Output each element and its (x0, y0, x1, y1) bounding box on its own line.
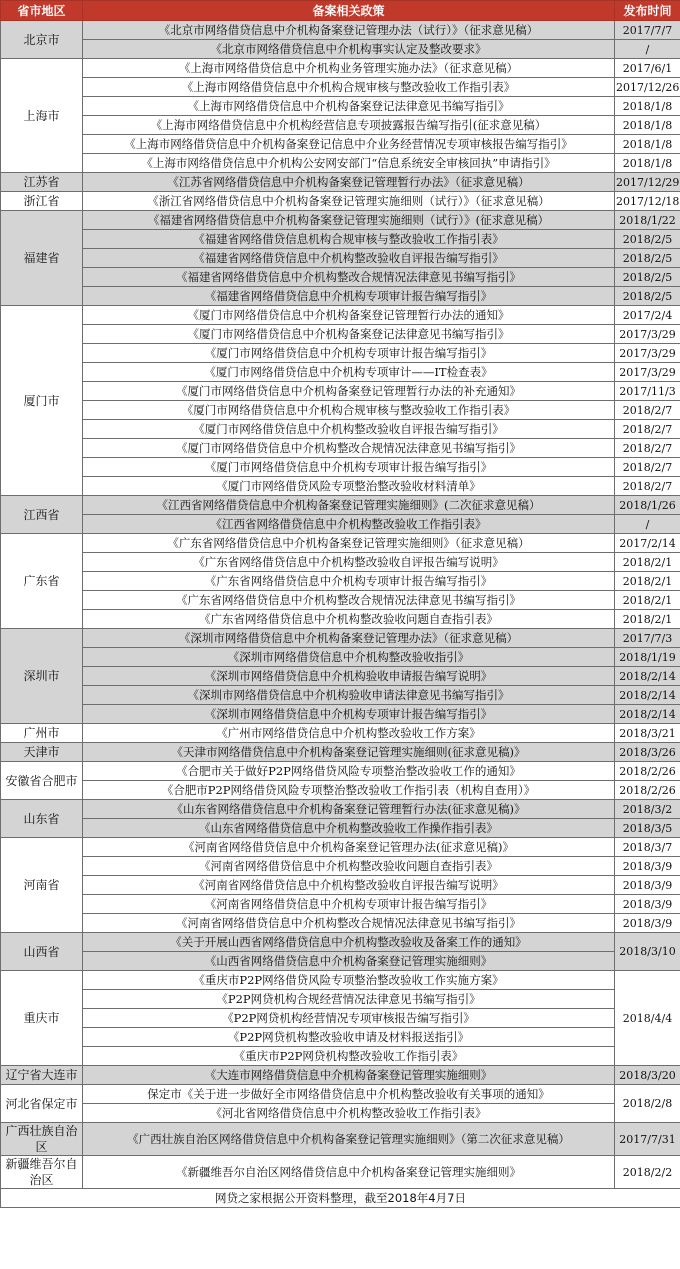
region-group (1, 1123, 680, 1156)
date-cell: 2018/2/1 (615, 553, 680, 572)
policy-cell: 《P2P网贷机构经营情况专项审核报告编写指引》 (83, 1009, 615, 1028)
policy-cell: 《北京市网络借贷信息中介机构备案登记管理办法（试行）》（征求意见稿） (83, 21, 615, 40)
region-cell: 广东省 (1, 534, 83, 629)
region-cell: 山东省 (1, 800, 83, 838)
table-row (1, 401, 680, 420)
source-note: 网贷之家根据公开资料整理，截至2018年4月7日 (1, 1189, 680, 1208)
table-row (1, 363, 680, 382)
policy-cell: 《厦门市网络借贷信息中介机构整改验收自评报告编写指引》 (83, 420, 615, 439)
region-group (1, 1156, 680, 1189)
policy-cell: 《浙江省网络借贷信息中介机构备案登记管理实施细则（试行）》（征求意见稿） (83, 192, 615, 211)
region-group (1, 211, 680, 306)
date-cell: 2017/12/26 (615, 78, 680, 97)
date-cell: 2018/3/7 (615, 838, 680, 857)
table-row (1, 21, 680, 40)
date-cell: / (615, 40, 680, 59)
region-group (1, 59, 680, 173)
policy-cell: 《深圳市网络借贷信息中介机构验收申请法律意见书编写指引》 (83, 686, 615, 705)
policy-cell: 《上海市网络借贷信息中介机构备案登记信息中介业务经营情况专项审核报告编写指引》 (83, 135, 615, 154)
date-cell: 2018/4/4 (615, 971, 680, 1066)
header-row (1, 1, 680, 21)
date-cell: 2018/1/8 (615, 116, 680, 135)
date-cell: 2017/3/29 (615, 363, 680, 382)
table-row (1, 971, 680, 990)
date-cell: 2018/2/26 (615, 781, 680, 800)
date-cell: 2017/3/29 (615, 344, 680, 363)
table-row (1, 249, 680, 268)
table-row (1, 1156, 680, 1189)
table-row (1, 154, 680, 173)
table-row (1, 800, 680, 819)
table-row (1, 914, 680, 933)
date-cell: 2018/1/22 (615, 211, 680, 230)
date-cell: 2018/1/8 (615, 135, 680, 154)
date-cell: 2018/1/8 (615, 97, 680, 116)
date-cell: 2018/3/26 (615, 743, 680, 762)
header-date: 发布时间 (615, 1, 680, 21)
region-group (1, 724, 680, 743)
table-row (1, 705, 680, 724)
region-cell: 深圳市 (1, 629, 83, 724)
region-cell: 江苏省 (1, 173, 83, 192)
date-cell: 2018/3/9 (615, 914, 680, 933)
policy-cell: 《福建省网络借贷信息中介机构整改验收自评报告编写指引》 (83, 249, 615, 268)
policy-cell: 保定市《关于进一步做好全市网络借贷信息中介机构整改验收有关事项的通知》 (83, 1085, 615, 1104)
region-group (1, 762, 680, 800)
date-cell: 2018/2/2 (615, 1156, 680, 1189)
table-row (1, 895, 680, 914)
region-cell: 新疆维吾尔自治区 (1, 1156, 83, 1189)
table-row (1, 173, 680, 192)
table-row (1, 876, 680, 895)
policy-cell: 《上海市网络借贷信息中介机构经营信息专项披露报告编写指引(征求意见稿） (83, 116, 615, 135)
policy-cell: 《深圳市网络借贷信息中介机构整改验收指引》 (83, 648, 615, 667)
policy-cell: 《福建省网络借贷信息中介机构专项审计报告编写指引》 (83, 287, 615, 306)
date-cell: 2018/3/10 (615, 933, 680, 971)
policy-cell: 《P2P网贷机构合规经营情况法律意见书编写指引》 (83, 990, 615, 1009)
date-cell: 2017/12/29 (615, 173, 680, 192)
date-cell: / (615, 515, 680, 534)
table-row (1, 287, 680, 306)
table-row (1, 192, 680, 211)
date-cell: 2018/1/19 (615, 648, 680, 667)
policy-cell: 《厦门市网络借贷信息中介机构专项审计报告编写指引》 (83, 458, 615, 477)
table-row (1, 724, 680, 743)
date-cell: 2018/2/5 (615, 230, 680, 249)
date-cell: 2018/2/7 (615, 458, 680, 477)
policy-cell: 《河北省网络借贷信息中介机构整改验收工作指引表》 (83, 1104, 615, 1123)
region-group (1, 306, 680, 496)
policy-cell: 《厦门市网络借贷信息中介机构备案登记管理暂行办法的补充通知》 (83, 382, 615, 401)
table-row (1, 819, 680, 838)
table-row (1, 496, 680, 515)
policy-cell: 《广东省网络借贷信息中介机构专项审计报告编写指引》 (83, 572, 615, 591)
region-group (1, 629, 680, 724)
policy-cell: 《厦门市网络借贷信息中介机构合规审核与整改验收工作指引表》 (83, 401, 615, 420)
date-cell: 2018/3/2 (615, 800, 680, 819)
region-cell: 厦门市 (1, 306, 83, 496)
table-row (1, 648, 680, 667)
policy-cell: 《江苏省网络借贷信息中介机构备案登记管理暂行办法》（征求意见稿） (83, 173, 615, 192)
table-row (1, 344, 680, 363)
date-cell: 2017/12/18 (615, 192, 680, 211)
policy-cell: 《天津市网络借贷信息中介机构备案登记管理实施细则(征求意见稿)》 (83, 743, 615, 762)
table-row (1, 629, 680, 648)
table-row (1, 933, 680, 952)
region-cell: 安徽省合肥市 (1, 762, 83, 800)
date-cell: 2017/2/4 (615, 306, 680, 325)
policy-cell: 《合肥市P2P网络借贷风险专项整治整改验收工作指引表（机构自查用）》 (83, 781, 615, 800)
table-row (1, 534, 680, 553)
policy-cell: 《福建省网络借贷信息中介机构整改合规情况法律意见书编写指引》 (83, 268, 615, 287)
date-cell: 2018/2/14 (615, 667, 680, 686)
table-row (1, 610, 680, 629)
region-cell: 福建省 (1, 211, 83, 306)
policy-cell: 《山东省网络借贷信息中介机构整改验收工作操作指引表》 (83, 819, 615, 838)
policy-cell: 《重庆市P2P网贷机构整改验收工作指引表》 (83, 1047, 615, 1066)
date-cell: 2017/7/7 (615, 21, 680, 40)
policy-cell: 《河南省网络借贷信息中介机构整改合规情况法律意见书编写指引》 (83, 914, 615, 933)
policy-cell: 《上海市网络借贷信息中介机构备案登记法律意见书编写指引》 (83, 97, 615, 116)
policy-cell: 《深圳市网络借贷信息中介机构备案登记管理办法》（征求意见稿） (83, 629, 615, 648)
header-policy: 备案相关政策 (83, 1, 615, 21)
policy-cell: 《P2P网贷机构整改验收申请及材料报送指引》 (83, 1028, 615, 1047)
table-row (1, 420, 680, 439)
date-cell: 2018/2/5 (615, 249, 680, 268)
date-cell: 2018/2/5 (615, 287, 680, 306)
region-cell: 广西壮族自治区 (1, 1123, 83, 1156)
table-row (1, 781, 680, 800)
date-cell: 2018/3/9 (615, 857, 680, 876)
date-cell: 2017/3/29 (615, 325, 680, 344)
table-row (1, 306, 680, 325)
date-cell: 2018/2/14 (615, 686, 680, 705)
table-row (1, 211, 680, 230)
table-row (1, 458, 680, 477)
policy-cell: 《深圳市网络借贷信息中介机构专项审计报告编写指引》 (83, 705, 615, 724)
table-row (1, 572, 680, 591)
region-group (1, 838, 680, 933)
table-row (1, 857, 680, 876)
policy-cell: 《福建省网络借贷信息机构合规审核与整改验收工作指引表》 (83, 230, 615, 249)
table-row (1, 743, 680, 762)
policy-cell: 《江西省网络借贷信息中介机构整改验收工作指引表》 (83, 515, 615, 534)
policy-cell: 《广西壮族自治区网络借贷信息中介机构备案登记管理实施细则》（第二次征求意见稿） (83, 1123, 615, 1156)
date-cell: 2018/2/14 (615, 705, 680, 724)
table-row (1, 838, 680, 857)
date-cell: 2018/2/7 (615, 420, 680, 439)
policy-cell: 《厦门市网络借贷信息中介机构专项审计——IT检查表》 (83, 363, 615, 382)
table-row (1, 135, 680, 154)
date-cell: 2018/1/26 (615, 496, 680, 515)
table-row (1, 667, 680, 686)
table-row (1, 591, 680, 610)
policy-cell: 《北京市网络借贷信息中介机构事实认定及整改要求》 (83, 40, 615, 59)
date-cell: 2018/3/9 (615, 895, 680, 914)
policy-cell: 《福建省网络借贷信息中介机构备案登记管理实施细则（试行）》(征求意见稿） (83, 211, 615, 230)
policy-cell: 《河南省网络借贷信息中介机构备案登记管理办法(征求意见稿)》 (83, 838, 615, 857)
date-cell: 2017/11/3 (615, 382, 680, 401)
region-group (1, 21, 680, 59)
policy-cell: 《重庆市P2P网络借贷风险专项整治整改验收工作实施方案》 (83, 971, 615, 990)
date-cell: 2017/2/14 (615, 534, 680, 553)
date-cell: 2018/3/20 (615, 1066, 680, 1085)
region-group (1, 743, 680, 762)
table-row (1, 952, 680, 971)
policy-cell: 《上海市网络借贷信息中介机构合规审核与整改验收工作指引表》 (83, 78, 615, 97)
policy-cell: 《山西省网络借贷信息中介机构备案登记管理实施细则》 (83, 952, 615, 971)
date-cell: 2017/6/1 (615, 59, 680, 78)
policy-cell: 《广东省网络借贷信息中介机构整改验收自评报告编写说明》 (83, 553, 615, 572)
policy-cell: 《广州市网络借贷信息中介机构整改验收工作方案》 (83, 724, 615, 743)
region-group (1, 496, 680, 534)
policy-cell: 《河南省网络借贷信息中介机构整改验收问题自查指引表》 (83, 857, 615, 876)
date-cell: 2017/7/31 (615, 1123, 680, 1156)
policy-cell: 《上海市网络借贷信息中介机构公安网安部门“信息系统安全审核回执”申请指引》 (83, 154, 615, 173)
table-row (1, 78, 680, 97)
region-cell: 浙江省 (1, 192, 83, 211)
policy-cell: 《广东省网络借贷信息中介机构整改合规情况法律意见书编写指引》 (83, 591, 615, 610)
policy-cell: 《大连市网络借贷信息中介机构备案登记管理实施细则》 (83, 1066, 615, 1085)
date-cell: 2018/2/1 (615, 610, 680, 629)
policy-cell: 《广东省网络借贷信息中介机构整改验收问题自查指引表》 (83, 610, 615, 629)
region-cell: 河南省 (1, 838, 83, 933)
date-cell: 2018/2/7 (615, 401, 680, 420)
region-cell: 重庆市 (1, 971, 83, 1066)
policy-cell: 《厦门市网络借贷信息中介机构专项审计报告编写指引》 (83, 344, 615, 363)
date-cell: 2017/7/3 (615, 629, 680, 648)
table-row (1, 439, 680, 458)
region-group (1, 971, 680, 1066)
table-row (1, 382, 680, 401)
policy-cell: 《合肥市关于做好P2P网络借贷风险专项整治整改验收工作的通知》 (83, 762, 615, 781)
table-row (1, 1009, 680, 1028)
policy-cell: 《厦门市网络借贷信息中介机构备案登记管理暂行办法的通知》 (83, 306, 615, 325)
table-row (1, 40, 680, 59)
table-row (1, 1028, 680, 1047)
date-cell: 2018/2/26 (615, 762, 680, 781)
table-row (1, 686, 680, 705)
table-row (1, 1104, 680, 1123)
table-row (1, 325, 680, 344)
table-row (1, 1066, 680, 1085)
policy-cell: 《江西省网络借贷信息中介机构备案登记管理实施细则》(二次征求意见稿） (83, 496, 615, 515)
region-cell: 辽宁省大连市 (1, 1066, 83, 1085)
region-cell: 江西省 (1, 496, 83, 534)
policy-cell: 《河南省网络借贷信息中介机构专项审计报告编写指引》 (83, 895, 615, 914)
date-cell: 2018/3/9 (615, 876, 680, 895)
policy-cell: 《厦门市网络借贷信息中介机构备案登记法律意见书编写指引》 (83, 325, 615, 344)
header-region: 省市地区 (1, 1, 83, 21)
policy-cell: 《广东省网络借贷信息中介机构备案登记管理实施细则》（征求意见稿） (83, 534, 615, 553)
region-cell: 北京市 (1, 21, 83, 59)
region-group (1, 534, 680, 629)
policy-cell: 《厦门市网络借贷信息中介机构整改合规情况法律意见书编写指引》 (83, 439, 615, 458)
table-row (1, 1047, 680, 1066)
region-group (1, 1066, 680, 1085)
policy-cell: 《深圳市网络借贷信息中介机构验收申请报告编写说明》 (83, 667, 615, 686)
region-group (1, 1085, 680, 1123)
policy-cell: 《关于开展山西省网络借贷信息中介机构整改验收及备案工作的通知》 (83, 933, 615, 952)
date-cell: 2018/2/5 (615, 268, 680, 287)
date-cell: 2018/2/1 (615, 591, 680, 610)
policy-cell: 《河南省网络借贷信息中介机构整改验收自评报告编写说明》 (83, 876, 615, 895)
date-cell: 2018/2/8 (615, 1085, 680, 1123)
table-row (1, 477, 680, 496)
date-cell: 2018/2/1 (615, 572, 680, 591)
date-cell: 2018/3/5 (615, 819, 680, 838)
region-cell: 河北省保定市 (1, 1085, 83, 1123)
table-row (1, 1123, 680, 1156)
table-row (1, 59, 680, 78)
region-cell: 天津市 (1, 743, 83, 762)
table-row (1, 553, 680, 572)
table-row (1, 97, 680, 116)
table-row (1, 762, 680, 781)
policy-cell: 《上海市网络借贷信息中介机构业务管理实施办法》（征求意见稿） (83, 59, 615, 78)
table-row (1, 230, 680, 249)
policy-cell: 《新疆维吾尔自治区网络借贷信息中介机构备案登记管理实施细则》 (83, 1156, 615, 1189)
region-cell: 上海市 (1, 59, 83, 173)
footer-row (1, 1189, 680, 1208)
table-row (1, 116, 680, 135)
date-cell: 2018/2/7 (615, 439, 680, 458)
policy-cell: 《厦门市网络借贷风险专项整治整改验收材料清单》 (83, 477, 615, 496)
date-cell: 2018/2/7 (615, 477, 680, 496)
date-cell: 2018/1/8 (615, 154, 680, 173)
region-group (1, 933, 680, 971)
policy-cell: 《山东省网络借贷信息中介机构备案登记管理暂行办法(征求意见稿)》 (83, 800, 615, 819)
region-cell: 广州市 (1, 724, 83, 743)
table-row (1, 990, 680, 1009)
region-group (1, 192, 680, 211)
table-row (1, 1085, 680, 1104)
table-row (1, 268, 680, 287)
table-row (1, 515, 680, 534)
region-group (1, 800, 680, 838)
region-group (1, 173, 680, 192)
region-cell: 山西省 (1, 933, 83, 971)
date-cell: 2018/3/21 (615, 724, 680, 743)
